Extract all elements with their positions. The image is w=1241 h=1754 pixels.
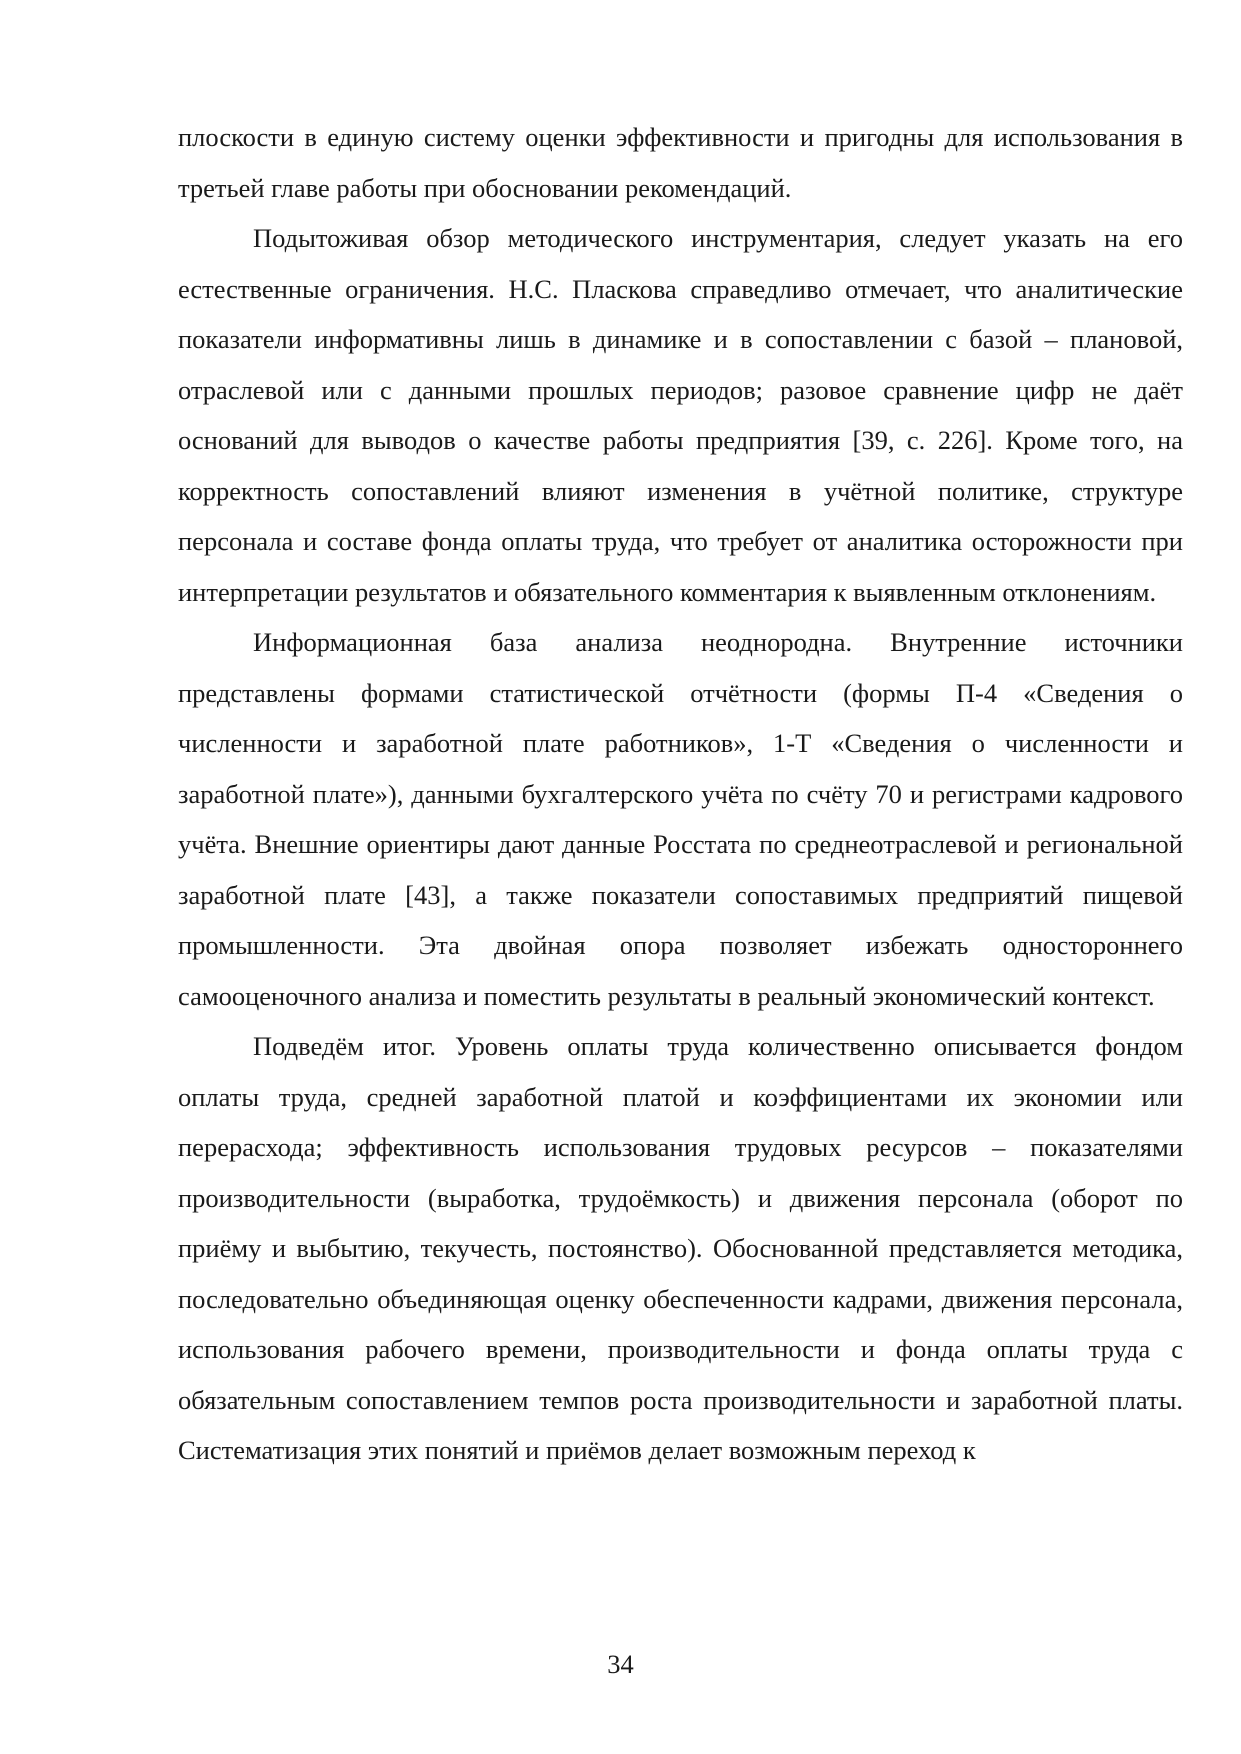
page-number: 34 [607,1649,634,1679]
paragraph-information-base: Информационная база анализа неоднородна. Внутренние источники представлены формами статистической отчётности (формы П-4 «Сведения о численности и заработной плате работников», 1-Т «Сведения о численности и заработной плате»), данными бухгалтерского учёта по счёту 70 и регистрами кадрового учёта. Внешние ориентиры дают данные Росстата по среднеотраслевой и региональной заработной плате [43], а также показатели сопоставимых предприятий пищевой промышленности. Эта двойная опора позволяет избежать одностороннего самооценочного анализа и поместить результаты в реальный экономический контекст. [178,627,1183,1011]
document-body [178,112,1183,1476]
paragraph-continuation: плоскости в единую систему оценки эффективности и пригодны для использования в третьей главе работы при обосновании рекомендаций. [178,122,1183,203]
paragraph-methodology-limitations: Подытоживая обзор методического инструментария, следует указать на его естественные ограничения. Н.С. Пласкова справедливо отмечает, что аналитические показатели информативны лишь в динамике и в сопоставлении с базой – плановой, отраслевой или с данными прошлых периодов; разовое сравнение цифр не даёт оснований для выводов о качестве работы предприятия [39, с. 226]. Кроме того, на корректность сопоставлений влияют изменения в учётной политике, структуре персонала и составе фонда оплаты труда, что требует от аналитика осторожности при интерпретации результатов и обязательного комментария к выявленным отклонениям. [178,223,1183,607]
paragraph-summary: Подведём итог. Уровень оплаты труда количественно описывается фондом оплаты труда, средней заработной платой и коэффициентами их экономии или перерасхода; эффективность использования трудовых ресурсов – показателями производительности (выработка, трудоёмкость) и движения персонала (оборот по приёму и выбытию, текучесть, постоянство). Обоснованной представляется методика, последовательно объединяющая оценку обеспеченности кадрами, движения персонала, использования рабочего времени, производительности и фонда оплаты труда с обязательным сопоставлением темпов роста производительности и заработной платы. Систематизация этих понятий и приёмов делает возможным переход к [178,1031,1183,1465]
